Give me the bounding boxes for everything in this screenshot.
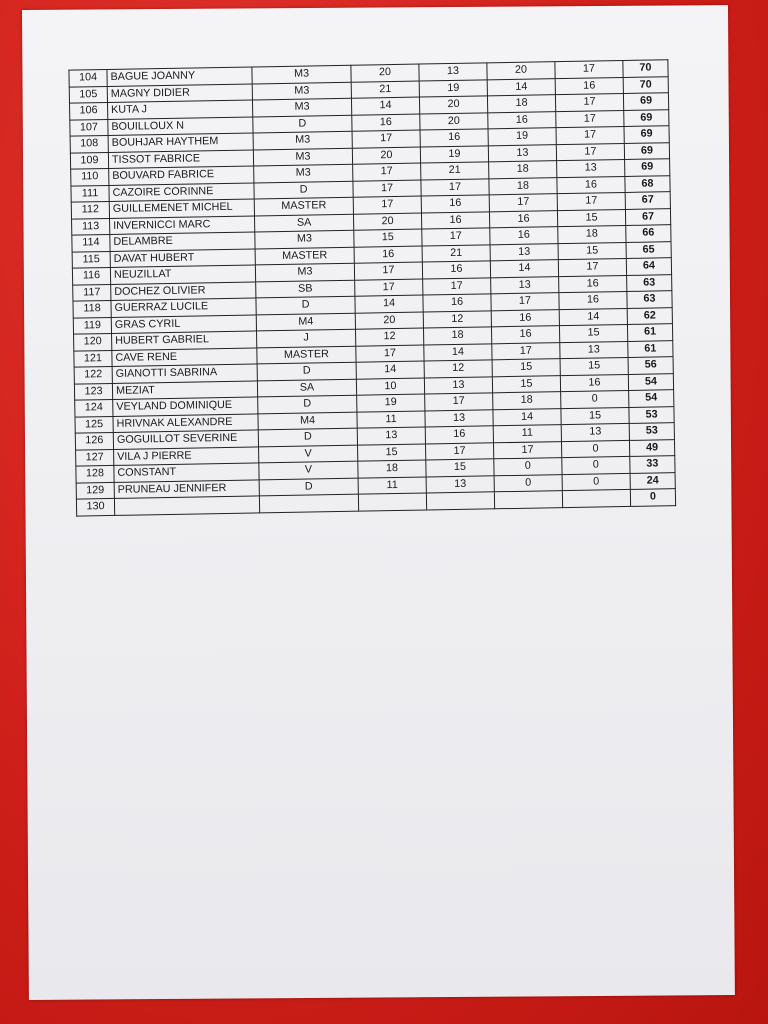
category-cell: SA bbox=[257, 379, 356, 397]
score-4-cell: 18 bbox=[558, 225, 626, 243]
score-4-cell: 17 bbox=[556, 143, 624, 161]
score-1-cell: 20 bbox=[351, 64, 419, 82]
score-1-cell: 17 bbox=[353, 163, 421, 181]
score-2-cell: 16 bbox=[421, 195, 489, 213]
total-cell: 70 bbox=[623, 76, 668, 93]
total-cell: 54 bbox=[628, 373, 673, 390]
score-3-cell: 16 bbox=[488, 111, 556, 129]
score-4-cell: 14 bbox=[559, 308, 627, 326]
total-cell: 56 bbox=[628, 357, 673, 374]
rank-cell: 125 bbox=[75, 416, 113, 433]
name-cell: BAGUE JOANNY bbox=[107, 67, 252, 86]
rank-cell: 122 bbox=[74, 366, 112, 383]
score-2-cell: 16 bbox=[423, 294, 491, 312]
category-cell: MASTER bbox=[257, 346, 356, 364]
rank-cell: 108 bbox=[70, 135, 108, 152]
score-3-cell: 16 bbox=[490, 227, 558, 245]
total-cell: 69 bbox=[624, 126, 669, 143]
score-4-cell: 17 bbox=[556, 110, 624, 128]
name-cell: GRAS CYRIL bbox=[111, 314, 256, 333]
score-1-cell: 20 bbox=[353, 213, 421, 231]
score-2-cell: 13 bbox=[419, 63, 487, 81]
score-4-cell: 15 bbox=[558, 242, 626, 260]
score-2-cell: 13 bbox=[426, 475, 494, 493]
score-2-cell: 17 bbox=[425, 442, 493, 460]
results-table bbox=[68, 59, 676, 516]
name-cell: BOUILLOUX N bbox=[108, 116, 253, 135]
score-3-cell: 11 bbox=[493, 425, 561, 443]
rank-cell: 109 bbox=[70, 152, 108, 169]
score-4-cell: 0 bbox=[562, 473, 630, 491]
score-2-cell: 19 bbox=[420, 145, 488, 163]
rank-cell: 104 bbox=[69, 70, 107, 87]
score-1-cell: 15 bbox=[354, 229, 422, 247]
score-3-cell: 17 bbox=[491, 293, 559, 311]
category-cell: MASTER bbox=[254, 197, 353, 215]
score-1-cell: 17 bbox=[355, 279, 423, 297]
score-1-cell: 17 bbox=[353, 180, 421, 198]
name-cell: DAVAT HUBERT bbox=[110, 248, 255, 267]
rank-cell: 128 bbox=[76, 465, 114, 482]
total-cell: 49 bbox=[629, 439, 674, 456]
score-4-cell: 13 bbox=[560, 341, 628, 359]
paper-sheet bbox=[22, 5, 735, 1000]
score-2-cell: 16 bbox=[422, 261, 490, 279]
name-cell: CONSTANT bbox=[114, 463, 259, 482]
rank-cell: 112 bbox=[71, 201, 109, 218]
rank-cell: 111 bbox=[71, 185, 109, 202]
category-cell: M3 bbox=[253, 131, 352, 149]
total-cell: 61 bbox=[628, 340, 673, 357]
score-2-cell: 15 bbox=[426, 459, 494, 477]
score-4-cell bbox=[562, 489, 630, 507]
name-cell: DOCHEZ OLIVIER bbox=[111, 281, 256, 300]
rank-cell: 117 bbox=[73, 284, 111, 301]
name-cell: CAZOIRE CORINNE bbox=[109, 182, 254, 201]
total-cell: 53 bbox=[629, 423, 674, 440]
score-2-cell: 17 bbox=[422, 228, 490, 246]
name-cell: PRUNEAU JENNIFER bbox=[114, 479, 259, 498]
category-cell: J bbox=[257, 329, 356, 347]
total-cell: 54 bbox=[629, 390, 674, 407]
score-1-cell: 17 bbox=[356, 345, 424, 363]
score-2-cell: 21 bbox=[422, 244, 490, 262]
rank-cell: 127 bbox=[76, 449, 114, 466]
category-cell: D bbox=[257, 362, 356, 380]
score-1-cell: 14 bbox=[355, 295, 423, 313]
score-3-cell: 16 bbox=[491, 326, 559, 344]
rank-cell: 119 bbox=[73, 317, 111, 334]
name-cell: BOUVARD FABRICE bbox=[109, 166, 254, 185]
score-2-cell: 17 bbox=[421, 178, 489, 196]
score-3-cell: 15 bbox=[492, 359, 560, 377]
score-3-cell: 15 bbox=[492, 375, 560, 393]
total-cell: 69 bbox=[623, 93, 668, 110]
category-cell: MASTER bbox=[255, 247, 354, 265]
name-cell: HRIVNAK ALEXANDRE bbox=[113, 413, 258, 432]
score-3-cell: 14 bbox=[493, 408, 561, 426]
score-3-cell bbox=[494, 491, 562, 509]
score-1-cell: 12 bbox=[355, 328, 423, 346]
score-3-cell: 14 bbox=[490, 260, 558, 278]
score-2-cell: 14 bbox=[424, 343, 492, 361]
score-2-cell: 20 bbox=[420, 112, 488, 130]
score-2-cell: 17 bbox=[425, 393, 493, 411]
name-cell: BOUHJAR HAYTHEM bbox=[108, 133, 253, 152]
rank-cell: 113 bbox=[72, 218, 110, 235]
rank-cell: 124 bbox=[75, 399, 113, 416]
score-1-cell: 20 bbox=[355, 312, 423, 330]
score-1-cell: 16 bbox=[354, 246, 422, 264]
category-cell: SA bbox=[254, 214, 353, 232]
score-3-cell: 16 bbox=[491, 309, 559, 327]
score-1-cell: 16 bbox=[352, 114, 420, 132]
category-cell: D bbox=[259, 478, 358, 496]
score-2-cell: 16 bbox=[421, 211, 489, 229]
category-cell: D bbox=[254, 181, 353, 199]
total-cell: 68 bbox=[625, 175, 670, 192]
score-2-cell: 18 bbox=[423, 327, 491, 345]
score-3-cell: 14 bbox=[487, 78, 555, 96]
results-table-body bbox=[69, 60, 676, 516]
rank-cell: 115 bbox=[72, 251, 110, 268]
score-2-cell: 13 bbox=[425, 409, 493, 427]
score-1-cell: 18 bbox=[358, 460, 426, 478]
score-4-cell: 16 bbox=[560, 374, 628, 392]
score-3-cell: 18 bbox=[489, 177, 557, 195]
score-3-cell: 18 bbox=[493, 392, 561, 410]
score-1-cell: 10 bbox=[356, 378, 424, 396]
score-4-cell: 17 bbox=[558, 258, 626, 276]
total-cell: 53 bbox=[629, 406, 674, 423]
score-2-cell: 19 bbox=[419, 79, 487, 97]
score-1-cell: 14 bbox=[356, 361, 424, 379]
category-cell: D bbox=[258, 428, 357, 446]
name-cell: DELAMBRE bbox=[110, 232, 255, 251]
category-cell: SB bbox=[256, 280, 355, 298]
rank-cell: 110 bbox=[71, 168, 109, 185]
category-cell: M4 bbox=[258, 412, 357, 430]
total-cell: 69 bbox=[625, 159, 670, 176]
score-2-cell: 17 bbox=[423, 277, 491, 295]
name-cell: VILA J PIERRE bbox=[114, 446, 259, 465]
rank-cell: 121 bbox=[74, 350, 112, 367]
name-cell: GUILLEMENET MICHEL bbox=[109, 199, 254, 218]
score-3-cell: 17 bbox=[493, 441, 561, 459]
name-cell: GUERRAZ LUCILE bbox=[111, 298, 256, 317]
score-2-cell: 16 bbox=[425, 426, 493, 444]
score-2-cell bbox=[426, 492, 494, 510]
score-3-cell: 18 bbox=[487, 95, 555, 113]
score-4-cell: 16 bbox=[555, 77, 623, 95]
total-cell: 33 bbox=[630, 456, 675, 473]
score-1-cell: 17 bbox=[354, 262, 422, 280]
rank-cell: 120 bbox=[74, 333, 112, 350]
total-cell: 70 bbox=[623, 60, 668, 77]
score-1-cell: 11 bbox=[358, 476, 426, 494]
rank-cell: 126 bbox=[75, 432, 113, 449]
total-cell: 69 bbox=[624, 109, 669, 126]
score-4-cell: 13 bbox=[561, 423, 629, 441]
score-3-cell: 13 bbox=[491, 276, 559, 294]
score-3-cell: 13 bbox=[488, 144, 556, 162]
score-2-cell: 12 bbox=[423, 310, 491, 328]
rank-cell: 107 bbox=[70, 119, 108, 136]
rank-cell: 114 bbox=[72, 234, 110, 251]
score-3-cell: 20 bbox=[487, 62, 555, 80]
score-4-cell: 17 bbox=[555, 93, 623, 111]
score-4-cell: 15 bbox=[561, 407, 629, 425]
rank-cell: 116 bbox=[72, 267, 110, 284]
score-1-cell: 11 bbox=[357, 411, 425, 429]
total-cell: 63 bbox=[627, 274, 672, 291]
score-2-cell: 21 bbox=[421, 162, 489, 180]
total-cell: 69 bbox=[624, 142, 669, 159]
score-1-cell: 14 bbox=[351, 97, 419, 115]
score-2-cell: 16 bbox=[420, 129, 488, 147]
total-cell: 0 bbox=[630, 489, 675, 506]
category-cell: M3 bbox=[254, 164, 353, 182]
score-3-cell: 19 bbox=[488, 128, 556, 146]
total-cell: 65 bbox=[626, 241, 671, 258]
score-1-cell: 19 bbox=[357, 394, 425, 412]
score-1-cell: 21 bbox=[351, 81, 419, 99]
score-3-cell: 17 bbox=[492, 342, 560, 360]
score-4-cell: 16 bbox=[559, 275, 627, 293]
score-1-cell: 15 bbox=[358, 444, 426, 462]
score-3-cell: 0 bbox=[494, 458, 562, 476]
score-3-cell: 13 bbox=[490, 243, 558, 261]
category-cell: V bbox=[259, 445, 358, 463]
category-cell: M3 bbox=[255, 263, 354, 281]
name-cell: CAVE RENE bbox=[112, 347, 257, 366]
category-cell bbox=[259, 494, 358, 512]
category-cell: D bbox=[256, 296, 355, 314]
score-4-cell: 15 bbox=[560, 357, 628, 375]
score-4-cell: 13 bbox=[557, 159, 625, 177]
score-2-cell: 13 bbox=[424, 376, 492, 394]
rank-cell: 123 bbox=[74, 383, 112, 400]
score-3-cell: 16 bbox=[489, 210, 557, 228]
category-cell: D bbox=[253, 115, 352, 133]
category-cell: M3 bbox=[252, 98, 351, 116]
category-cell: M3 bbox=[252, 65, 351, 83]
total-cell: 64 bbox=[626, 258, 671, 275]
score-4-cell: 0 bbox=[561, 440, 629, 458]
name-cell: GOGUILLOT SEVERINE bbox=[113, 430, 258, 449]
category-cell: V bbox=[259, 461, 358, 479]
score-2-cell: 20 bbox=[419, 96, 487, 114]
score-4-cell: 17 bbox=[557, 192, 625, 210]
score-4-cell: 16 bbox=[559, 291, 627, 309]
name-cell: NEUZILLAT bbox=[110, 265, 255, 284]
score-4-cell: 17 bbox=[555, 60, 623, 78]
category-cell: M3 bbox=[252, 82, 351, 100]
category-cell: M3 bbox=[255, 230, 354, 248]
total-cell: 63 bbox=[627, 291, 672, 308]
score-4-cell: 15 bbox=[559, 324, 627, 342]
rank-cell: 105 bbox=[69, 86, 107, 103]
name-cell: MAGNY DIDIER bbox=[107, 83, 252, 102]
total-cell: 67 bbox=[625, 192, 670, 209]
score-1-cell bbox=[358, 493, 426, 511]
score-1-cell: 13 bbox=[357, 427, 425, 445]
rank-cell: 118 bbox=[73, 300, 111, 317]
score-2-cell: 12 bbox=[424, 360, 492, 378]
category-cell: M4 bbox=[256, 313, 355, 331]
score-1-cell: 17 bbox=[352, 130, 420, 148]
score-4-cell: 0 bbox=[561, 390, 629, 408]
name-cell bbox=[114, 496, 259, 515]
name-cell: INVERNICCI MARC bbox=[110, 215, 255, 234]
score-4-cell: 15 bbox=[557, 209, 625, 227]
name-cell: KUTA J bbox=[107, 100, 252, 119]
score-4-cell: 17 bbox=[556, 126, 624, 144]
name-cell: HUBERT GABRIEL bbox=[112, 331, 257, 350]
name-cell: MEZIAT bbox=[112, 380, 257, 399]
score-4-cell: 16 bbox=[557, 176, 625, 194]
name-cell: VEYLAND DOMINIQUE bbox=[113, 397, 258, 416]
category-cell: M3 bbox=[253, 148, 352, 166]
category-cell: D bbox=[258, 395, 357, 413]
total-cell: 24 bbox=[630, 472, 675, 489]
score-3-cell: 0 bbox=[494, 474, 562, 492]
name-cell: GIANOTTI SABRINA bbox=[112, 364, 257, 383]
total-cell: 61 bbox=[627, 324, 672, 341]
score-3-cell: 17 bbox=[489, 194, 557, 212]
name-cell: TISSOT FABRICE bbox=[108, 149, 253, 168]
score-1-cell: 17 bbox=[353, 196, 421, 214]
total-cell: 62 bbox=[627, 307, 672, 324]
score-4-cell: 0 bbox=[562, 456, 630, 474]
total-cell: 66 bbox=[626, 225, 671, 242]
score-1-cell: 20 bbox=[352, 147, 420, 165]
rank-cell: 106 bbox=[70, 103, 108, 120]
score-3-cell: 18 bbox=[489, 161, 557, 179]
total-cell: 67 bbox=[625, 208, 670, 225]
rank-cell: 130 bbox=[76, 498, 114, 515]
rank-cell: 129 bbox=[76, 482, 114, 499]
